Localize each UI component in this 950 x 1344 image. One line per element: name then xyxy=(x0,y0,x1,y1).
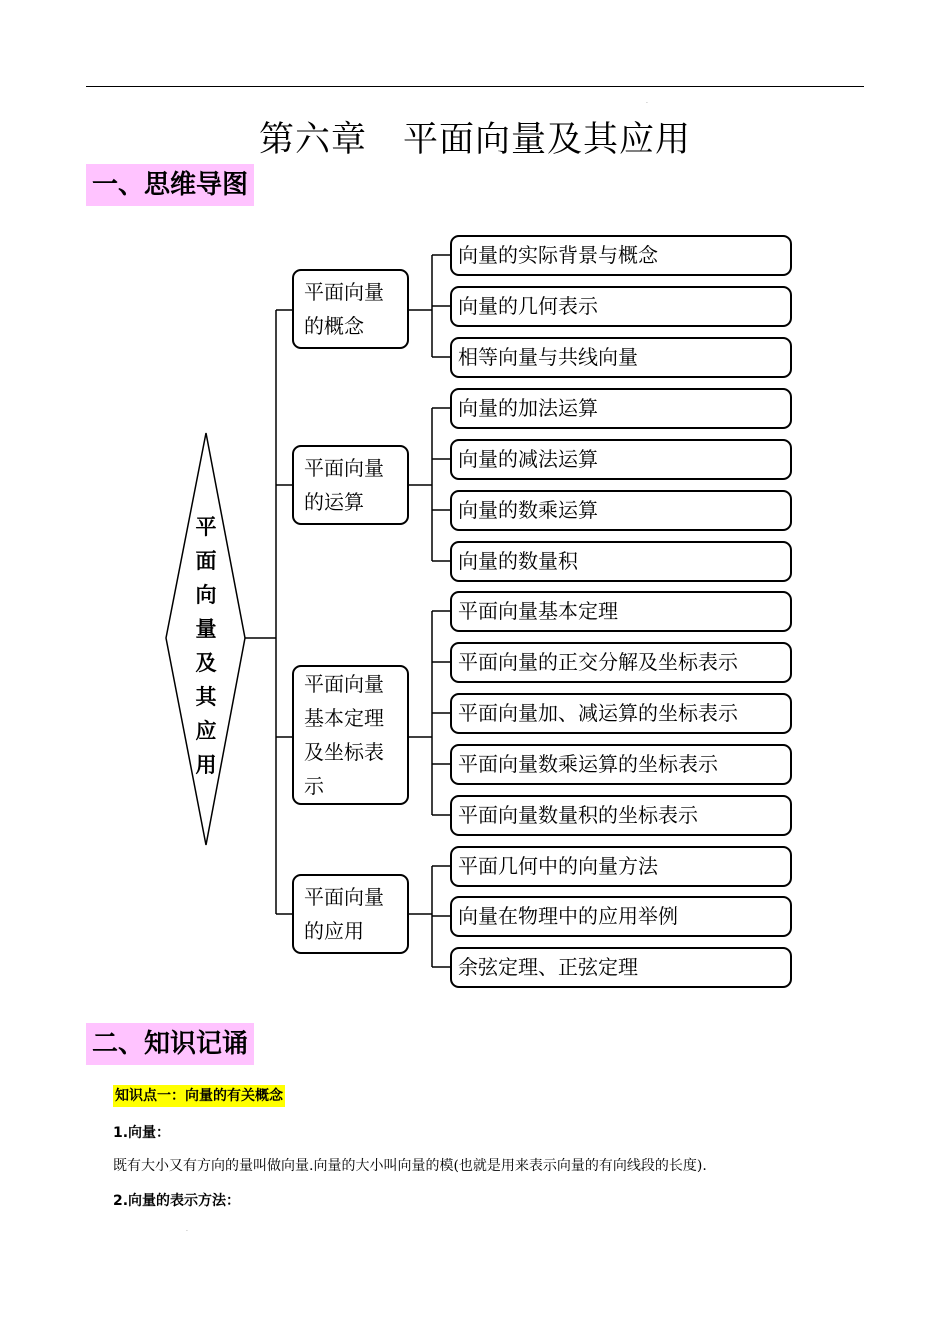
mind-map-leaf xyxy=(450,744,792,785)
section-heading-knowledge: 二、知识记诵 xyxy=(86,1023,254,1065)
leaf-label: 向量的实际背景与概念 xyxy=(458,243,658,267)
item2-heading: 2.向量的表示方法： xyxy=(113,1193,241,1209)
mind-map-leaf xyxy=(450,235,792,276)
branch-label: 平面向量的运算 xyxy=(304,456,384,514)
mind-map-leaf xyxy=(450,591,792,632)
leaf-label: 平面向量基本定理 xyxy=(458,599,618,623)
leaf-label: 向量的数量积 xyxy=(458,549,578,573)
page-speck: . xyxy=(186,1226,188,1233)
mind-map-leaf xyxy=(450,439,792,480)
leaf-label: 向量在物理中的应用举例 xyxy=(458,904,678,928)
leaf-label: 平面向量数量积的坐标表示 xyxy=(458,803,698,827)
page-title: 第六章 平面向量及其应用 xyxy=(258,120,691,160)
mind-map-root-label: 平面向量及其应用 xyxy=(195,515,217,777)
mind-map-branch-concept xyxy=(292,269,409,349)
leaf-label: 平面向量加、减运算的坐标表示 xyxy=(458,701,738,725)
leaf-label: 余弦定理、正弦定理 xyxy=(458,955,638,979)
mind-map-leaf xyxy=(450,541,792,582)
mind-map-leaf xyxy=(450,947,792,988)
mind-map-leaf xyxy=(450,795,792,836)
leaf-label: 向量的加法运算 xyxy=(458,396,598,420)
mind-map-leaf xyxy=(450,642,792,683)
leaf-label: 平面向量的正交分解及坐标表示 xyxy=(458,650,738,674)
mind-map-branch-basic-theorem xyxy=(292,665,409,805)
leaf-label: 相等向量与共线向量 xyxy=(458,345,638,369)
mind-map-leaf xyxy=(450,693,792,734)
mind-map-leaf xyxy=(450,490,792,531)
section-heading-mind-map: 一、思维导图 xyxy=(86,164,254,206)
branch-label: 平面向量的应用 xyxy=(304,885,384,943)
leaf-label: 向量的几何表示 xyxy=(458,294,598,318)
knowledge-point-title: 知识点一：向量的有关概念 xyxy=(113,1085,285,1107)
branch-label: 平面向量的概念 xyxy=(304,280,384,338)
mind-map-branch-operations xyxy=(292,445,409,525)
mind-map-branch-applications xyxy=(292,874,409,954)
mind-map-leaf xyxy=(450,388,792,429)
leaf-label: 平面几何中的向量方法 xyxy=(458,854,658,878)
leaf-label: 向量的数乘运算 xyxy=(458,498,598,522)
item1-heading: 1.向量： xyxy=(113,1125,171,1141)
branch-label: 平面向量基本定理及坐标表示 xyxy=(304,672,384,798)
item1-text: 既有大小又有方向的量叫做向量.向量的大小叫向量的模(也就是用来表示向量的有向线段的长度). xyxy=(113,1158,707,1174)
page-speck: . xyxy=(646,98,648,105)
mind-map-leaf xyxy=(450,337,792,378)
leaf-label: 向量的减法运算 xyxy=(458,447,598,471)
mind-map-leaf xyxy=(450,286,792,327)
leaf-label: 平面向量数乘运算的坐标表示 xyxy=(458,752,718,776)
mind-map-leaf xyxy=(450,846,792,887)
mind-map-leaf xyxy=(450,896,792,937)
